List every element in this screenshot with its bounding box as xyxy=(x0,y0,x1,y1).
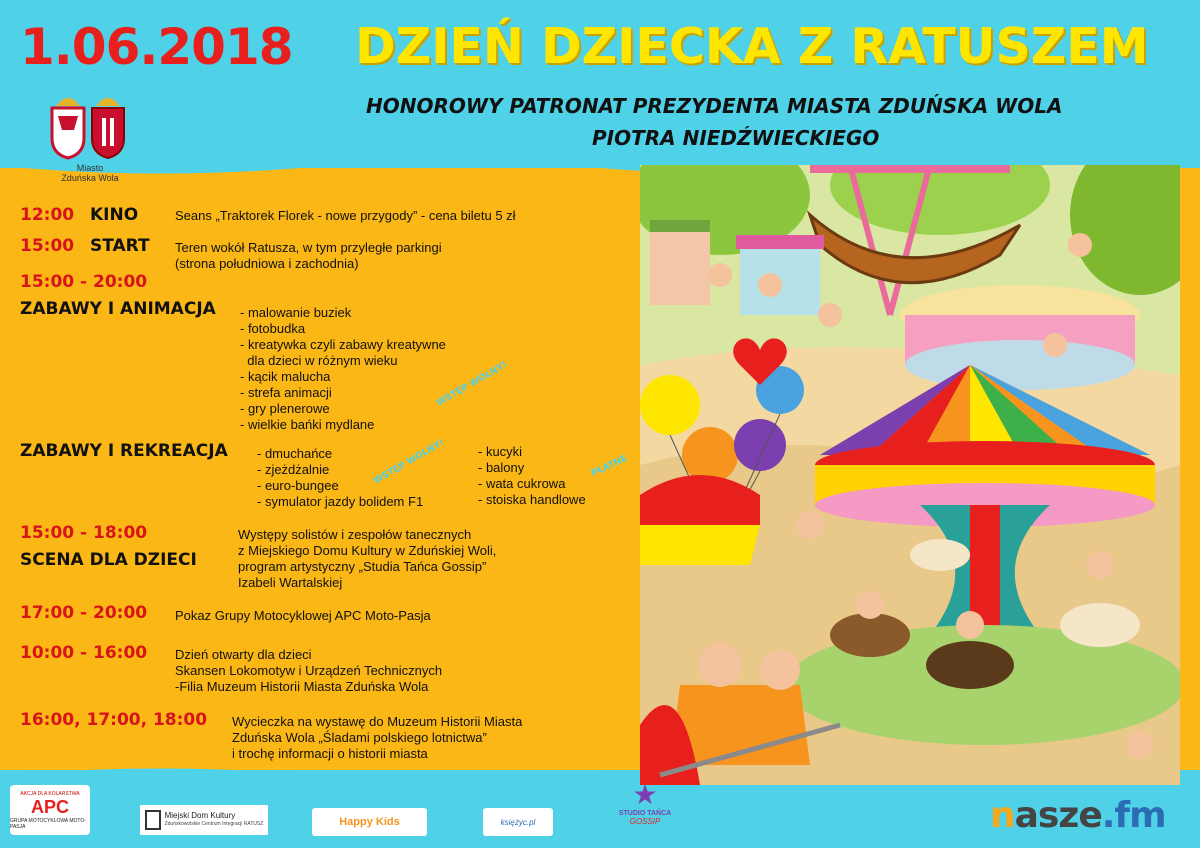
crest-caption-line-1: Miasto xyxy=(76,163,104,173)
nasze-fm-rest: asze xyxy=(1014,795,1102,836)
list-item: - gry plenerowe xyxy=(240,401,330,416)
skansen-line: Dzień otwarty dla dzieci xyxy=(175,647,312,662)
list-item: - kącik malucha xyxy=(240,369,331,384)
list-item: - strefa animacji xyxy=(240,385,332,400)
range-time: 15:00 - 20:00 xyxy=(20,272,148,292)
apc-logo xyxy=(10,785,90,835)
animacja-heading: ZABAWY I ANIMACJA xyxy=(20,299,216,319)
list-item: - dmuchańce xyxy=(257,446,333,461)
amusement-park-illustration xyxy=(640,165,1180,785)
moto-time: 17:00 - 20:00 xyxy=(20,603,148,623)
list-item: - wielkie bańki mydlane xyxy=(240,417,375,432)
kino-time: 12:00 xyxy=(20,205,75,225)
nasze-fm-suffix: .fm xyxy=(1101,795,1166,836)
happy-kids-logo xyxy=(312,808,427,836)
event-title: DZIEŃ DZIECKA Z RATUSZEM xyxy=(355,18,1149,75)
list-item: - zjeżdżalnie xyxy=(257,462,330,477)
scena-text xyxy=(238,527,496,591)
apc-logo-bottom: GRUPA MOTOCYKLOWA MOTO-PASJA xyxy=(10,817,86,830)
mdk-icon xyxy=(145,810,161,830)
ksiezyc-text: księżyc.pl xyxy=(500,817,536,827)
scena-heading: SCENA DLA DZIECI xyxy=(20,550,197,570)
muzeum-line: Wycieczka na wystawę do Muzeum Historii Miasta xyxy=(232,714,523,729)
skansen-text xyxy=(175,647,442,695)
mdk-logo-line-2: Zduńskowolskie Centrum Integracji RATUSZ xyxy=(164,821,264,827)
crest-caption xyxy=(50,163,130,183)
free-entry-label-2: WSTĘP WOLNY! xyxy=(372,438,447,487)
scena-line: program artystyczny „Studia Tańca Gossip” xyxy=(238,559,487,574)
patronage-line-2: PIOTRA NIEDŹWIECKIEGO xyxy=(592,126,880,150)
moto-text: Pokaz Grupy Motocyklowej APC Moto-Pasja xyxy=(175,608,431,623)
nasze-fm-logo xyxy=(990,795,1166,836)
scena-time: 15:00 - 18:00 xyxy=(20,523,148,543)
list-item: - fotobudka xyxy=(240,321,306,336)
muzeum-time: 16:00, 17:00, 18:00 xyxy=(20,710,208,730)
crest-caption-line-2: Zduńska Wola xyxy=(61,173,119,183)
list-item: dla dzieci w różnym wieku xyxy=(240,353,398,368)
patronage-line-1: HONOROWY PATRONAT PREZYDENTA MIASTA ZDUŃSKA WOLA xyxy=(366,94,1063,118)
studio-gossip-logo xyxy=(610,770,680,836)
rekreacja-heading: ZABAWY I REKREACJA xyxy=(20,441,228,461)
studio-logo-line-1: STUDIO TAŃCA xyxy=(618,810,672,817)
skansen-line: -Filia Muzeum Historii Miasta Zduńska Wola xyxy=(175,679,429,694)
scena-line: z Miejskiego Domu Kultury w Zduńskiej Woli, xyxy=(238,543,497,558)
event-date: 1.06.2018 xyxy=(20,18,293,76)
scena-line: Występy solistów i zespołów tanecznych xyxy=(238,527,472,542)
apc-logo-text: APC xyxy=(30,796,69,817)
star-icon: ★ xyxy=(632,779,658,810)
apc-logo-top: AKCJA DLA KOLARSTWA xyxy=(20,790,80,797)
rekreacja-list-left xyxy=(257,446,423,510)
skansen-time: 10:00 - 16:00 xyxy=(20,643,148,663)
free-entry-label-1: WSTĘP WOLNY! xyxy=(435,360,510,409)
ksiezyc-logo xyxy=(483,808,553,836)
list-item: - balony xyxy=(478,460,525,475)
kino-text: Seans „Traktorek Florek - nowe przygody” - cena biletu 5 zł xyxy=(175,208,516,223)
kino-heading: KINO xyxy=(90,205,139,225)
animacja-list xyxy=(240,305,446,433)
mdk-logo xyxy=(140,805,268,835)
studio-logo-line-2: GOSSIP xyxy=(629,817,661,826)
start-heading: START xyxy=(90,236,150,256)
list-item: - kreatywka czyli zabawy kreatywne xyxy=(240,337,446,352)
list-item: - stoiska handlowe xyxy=(478,492,586,507)
list-item: - kucyki xyxy=(478,444,523,459)
muzeum-text xyxy=(232,714,522,762)
nasze-fm-n: n xyxy=(990,795,1015,836)
muzeum-line: i trochę informacji o historii miasta xyxy=(232,746,428,761)
rekreacja-list-right xyxy=(478,444,586,508)
list-item: - malowanie buziek xyxy=(240,305,352,320)
mdk-logo-line-1: Miejski Dom Kultury xyxy=(164,811,236,820)
start-line-2: (strona południowa i zachodnia) xyxy=(175,256,359,271)
paid-label: PŁATNE xyxy=(590,453,630,480)
muzeum-line: Zduńska Wola „Śladami polskiego lotnictwa” xyxy=(232,730,487,745)
happy-kids-text: Happy Kids xyxy=(339,816,400,828)
list-item: - wata cukrowa xyxy=(478,476,566,491)
start-time: 15:00 xyxy=(20,236,75,256)
start-line-1: Teren wokół Ratusza, w tym przyległe parkingi xyxy=(175,240,442,255)
scena-line: Izabeli Wartalskiej xyxy=(238,575,343,590)
skansen-line: Skansen Lokomotyw i Urządzeń Technicznych xyxy=(175,663,443,678)
list-item: - euro-bungee xyxy=(257,478,339,493)
list-item: - symulator jazdy bolidem F1 xyxy=(257,494,424,509)
